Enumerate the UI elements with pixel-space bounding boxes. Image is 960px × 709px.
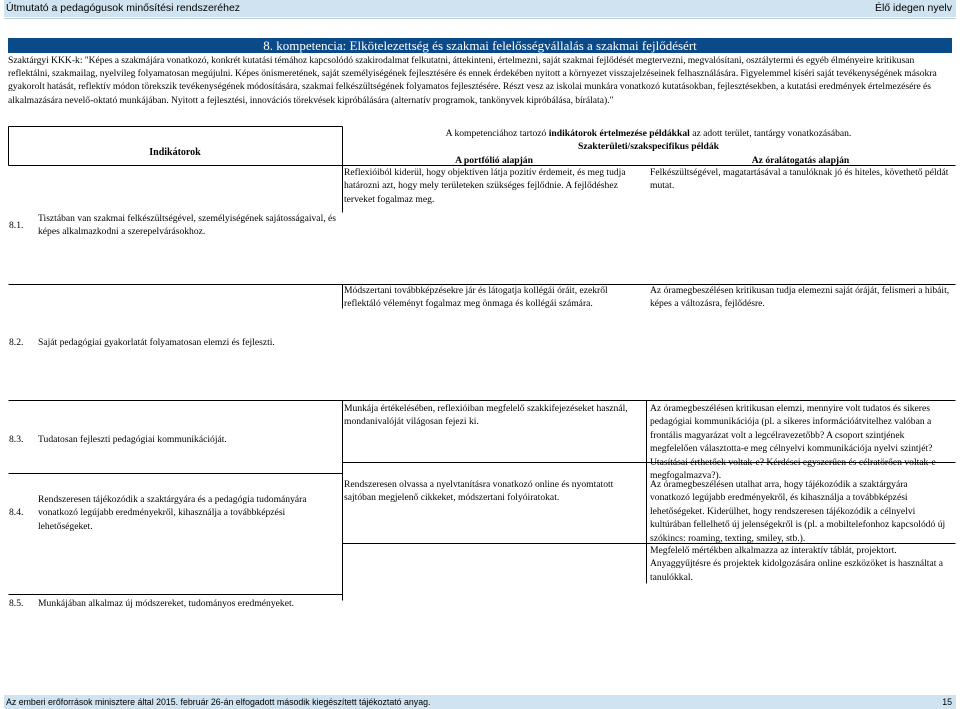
indicator-text: Tudatosan fejleszti pedagógiai kommunikációját. [38, 434, 227, 445]
header-note-bold: indikátorok értelmezése példákkal [548, 128, 690, 139]
header-title-right: Élő idegen nyelv [874, 2, 952, 14]
header-szakteruleti: Szakterületi/szakspecifikus példák [578, 141, 719, 152]
row-number: 8.2. [9, 337, 24, 348]
header-title-left: Útmutató a pedagógusok minősítési rendszeréhez [6, 2, 241, 14]
indicator-text: Tisztában van szakmai felkészültségével, személyiségének sajátosságaival, és képes alkalmazkodni a szerepelvárásokhoz. [38, 213, 337, 238]
section-title: 8. kompetencia: Elkötelezettség és szakmai felelősségvállalás a szakmai fejlődésért [8, 38, 952, 53]
footer-note: Az emberi erőforrások minisztere által 2015. február 26-án elfogadott második kiegészített tájékoztató anyag. [6, 697, 431, 707]
visit-example: Az óramegbeszélésen kritikusan tudja elemezni saját óráját, felismeri a hibáit, képes a változásra, fejlődésre. [650, 285, 950, 310]
visit-example: Az óramegbeszélésen utalhat arra, hogy tájékozódik a szaktárgyára vonatkozó legújabb eredményekről, és kihasználja a továbbképzési lehetőségeket. Kiderülhet, hogy rendszeresen tájékozódik a célnyelvi kultúrában fellelhető új jelenségekről is (pl. a mobiltelefonhoz kapcsolódó új szókincs: roaming, texting, smiley, stb.). [650, 479, 946, 544]
portfolio-example: Módszertani továbbképzésekre jár és látogatja kollégái óráit, ezekről reflektáló véleményt fogalmaz meg önmaga és kollégái számára. [344, 285, 608, 310]
visit-example: Felkészültségével, magatartásával a tanulóknak jó és hiteles, követhető példát mutat. [650, 167, 949, 192]
portfolio-example: Reflexióiból kiderül, hogy objektíven látja pozitív érdemeit, és meg tudja határozni azt, hogy mely területeken szükséges fejlődnie. A fejlődéshez terveket fogalmaz meg. [344, 167, 626, 205]
indicator-text: Munkájában alkalmaz új módszereket, tudományos eredményeket. [38, 598, 295, 609]
header-competency-note [344, 127, 953, 140]
portfolio-example: Munkája értékelésében, reflexióiban megfelelő szakkifejezéseket használ, mondanivalóját világosan fejezi ki. [344, 403, 628, 428]
row-number: 8.1. [9, 220, 24, 231]
row-number: 8.3. [9, 434, 24, 445]
header-note-pre: A kompetenciához tartozó [445, 128, 549, 139]
visit-example: Az óramegbeszélésen kritikusan elemzi, mennyire volt tudatos és sikeres pedagógiai kommunikációja (pl. a sikeres információátvitelhez valóban a frontális magyarázat volt a legcélravezetőbb? A csoport szintjének megfelelően választotta-e meg célnyelvi kommunikációja nyelvi szintjét? Utasításai érthetőek voltak-e? Kérdései egyszerűen és célratörően voltak-e megfogalmazva?). [650, 403, 936, 482]
header-note-post: az adott terület, tantárgy vonatkozásában. [689, 128, 852, 139]
page-number: 15 [942, 697, 952, 707]
portfolio-example: Rendszeresen olvassa a nyelvtanításra vonatkozó online és nyomtatott sajtóban megjelenő cikkeket, módszertani folyóiratokat. [344, 479, 614, 504]
indicator-text: Saját pedagógiai gyakorlatát folyamatosan elemzi és fejleszti. [38, 337, 275, 348]
row-number: 8.5. [9, 598, 24, 609]
intro-paragraph: Szaktárgyi KKK-k: "Képes a szakmájára vonatkozó, konkrét kutatási témához kapcsolódó szakirodalmat felkutatni, áttekinteni, értelmezni, saját szakmai fejlődését megtervezni, megvalósítani, osztálytermi és egyéb élményeire kritikusan reflektálni, szakmailag, nyelvileg folyamatosan megújulni. Képes önismeretének, saját személyiségének fejlesztésére és ennek érdekében nyitott a környezet visszajelzéseinek felhasználására. Figyelemmel kíséri saját tevékenységének másokra gyakorolt hatását, reflektív módon törekszik tevékenységének módosítására, szakmai felkészültségének folyamatos fejlesztésére. Részt vesz az iskolai munkára vonatkozó kutatásokban, fejlesztésekben, a kutatási eredmények értelmezésére és alkalmazására nevelő-oktató munkájában. Nyitott a fejlesztési, innovációs törekvések kipróbálására (alternatív programok, tankönyvek kipróbálása, bírálata)." [8, 55, 937, 106]
row-number: 8.4. [9, 507, 24, 518]
visit-example: Megfelelő mértékben alkalmazza az interaktív táblát, projektort. Anyaggyűjtésre és projektek kidolgozására online eszközöket is használtat a tanulókkal. [650, 545, 944, 583]
page-footer [4, 695, 956, 709]
header-oralatogatas: Az óralátogatás alapján [751, 155, 850, 166]
header-indikatorok: Indikátorok [149, 147, 201, 158]
indicator-text: Rendszeresen tájékozódik a szaktárgyára és a pedagógia tudományára vonatkozó legújabb eredményekről, kihasználja a továbbképzési lehetőségeket. [38, 494, 307, 532]
header-portfolio: A portfólió alapján [455, 155, 533, 166]
